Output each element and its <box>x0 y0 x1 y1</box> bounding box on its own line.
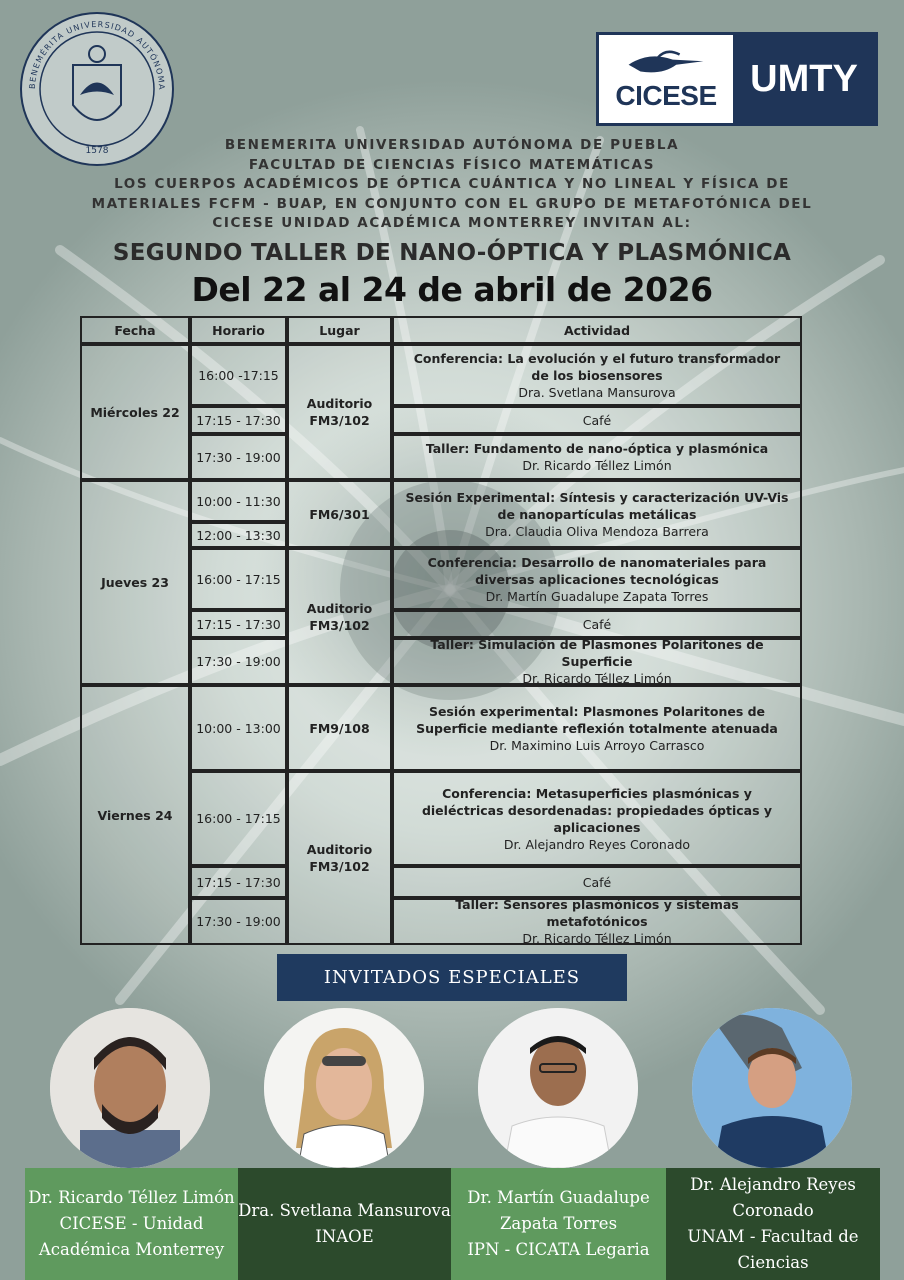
guest-photo <box>692 1008 852 1168</box>
place-cell: FM6/301 <box>287 480 392 548</box>
place-cell: Auditorio FM3/102 <box>287 771 392 945</box>
guest-affiliation: INAOE <box>315 1227 374 1246</box>
time-cell: 17:15 - 17:30 <box>190 866 287 898</box>
activity-cell <box>392 548 802 610</box>
guest-name: Dr. Ricardo Téllez Limón <box>28 1188 235 1207</box>
activity-cell <box>392 771 802 866</box>
activity-title: Sesión experimental: Plasmones Polaritones de Superficie mediante reflexión totalmente atenuada <box>416 703 778 736</box>
header-line: BENEMERITA UNIVERSIDAD AUTÓNOMA DE PUEBLA <box>224 137 680 153</box>
guest-nametag <box>666 1168 880 1280</box>
time-cell: 10:00 - 13:00 <box>190 685 287 771</box>
activity-cell <box>392 638 802 685</box>
place-cell: Auditorio FM3/102 <box>287 548 392 685</box>
header-text <box>40 136 864 234</box>
activity-title: Conferencia: Metasuperficies plasmónicas y dieléctricas desordenadas: propiedades ópticas y aplicaciones <box>421 785 773 835</box>
day-cell: Jueves 23 <box>80 480 190 685</box>
time-cell: 10:00 - 11:30 <box>190 480 287 522</box>
activity-title: Taller: Simulación de Plasmones Polaritones de Superficie <box>430 637 764 669</box>
activity-break: Café <box>582 874 612 890</box>
cicese-wordmark: CICESE <box>615 80 717 111</box>
time-cell: 17:15 - 17:30 <box>190 406 287 434</box>
time-cell: 16:00 -17:15 <box>190 344 287 406</box>
activity-cell <box>392 344 802 406</box>
activity-title: Taller: Sensores plasmónicos y sistemas metafotónicos <box>455 897 739 929</box>
guest-photo <box>478 1008 638 1168</box>
guest-nametag <box>238 1168 451 1280</box>
svg-text:BENEMÉRITA UNIVERSIDAD AUTÓNOM: BENEMÉRITA UNIVERSIDAD AUTÓNOMA <box>27 19 167 91</box>
day-cell: Viernes 24 <box>80 685 190 945</box>
header-fecha: Fecha <box>80 316 190 344</box>
activity-speaker: Dr. Martín Guadalupe Zapata Torres <box>485 588 709 604</box>
activity-speaker: Dr. Ricardo Téllez Limón <box>522 671 672 686</box>
activity-cell <box>392 685 802 771</box>
guest-photo <box>264 1008 424 1168</box>
activity-cell <box>392 866 802 898</box>
time-cell: 17:30 - 19:00 <box>190 638 287 685</box>
svg-text:1578: 1578 <box>85 146 109 156</box>
guest-name: Dr. Martín Guadalupe <box>467 1188 650 1207</box>
guest-affiliation: IPN - CICATA Legaria <box>467 1240 650 1259</box>
activity-title: Sesión Experimental: Síntesis y caracterización UV-Vis de nanopartículas metálicas <box>405 489 789 522</box>
header-line: CICESE UNIDAD ACADÉMICA MONTERREY INVITAN AL: <box>212 215 692 231</box>
time-cell: 17:30 - 19:00 <box>190 898 287 945</box>
header-line: FACULTAD DE CIENCIAS FÍSICO MATEMÁTICAS <box>248 156 656 173</box>
guest-name: Dr. Alejandro Reyes <box>690 1175 856 1194</box>
guest-affiliation: Académica Monterrey <box>38 1240 225 1259</box>
guest-affiliation: Ciencias <box>737 1253 809 1272</box>
event-date: Del 22 al 24 de abril de 2026 <box>191 270 713 309</box>
header-horario: Horario <box>190 316 287 344</box>
header-actividad: Actividad <box>392 316 802 344</box>
activity-cell <box>392 406 802 434</box>
time-cell: 16:00 - 17:15 <box>190 771 287 866</box>
guest-affiliation: UNAM - Facultad de <box>687 1227 859 1246</box>
activity-title: Taller: Fundamento de nano-óptica y plasmónica <box>425 441 769 456</box>
activity-cell <box>392 480 802 548</box>
activity-cell <box>392 898 802 945</box>
schedule-table <box>80 316 802 945</box>
time-cell: 17:30 - 19:00 <box>190 434 287 480</box>
header-line: MATERIALES FCFM - BUAP, EN CONJUNTO CON EL GRUPO DE METAFOTÓNICA DEL <box>91 195 813 212</box>
activity-break: Café <box>582 616 612 632</box>
guest-nametag <box>25 1168 238 1280</box>
guest-name: Zapata Torres <box>499 1214 618 1233</box>
invitados-banner <box>277 954 627 1001</box>
activity-speaker: Dr. Ricardo Téllez Limón <box>522 931 672 946</box>
pelican-icon <box>618 46 714 80</box>
cicese-umty-logo <box>596 32 878 126</box>
place-cell: Auditorio FM3/102 <box>287 344 392 480</box>
header-line: LOS CUERPOS ACADÉMICOS DE ÓPTICA CUÁNTICA Y NO LINEAL Y FÍSICA DE <box>114 176 790 192</box>
guest-photo <box>50 1008 210 1168</box>
activity-speaker: Dr. Maximino Luis Arroyo Carrasco <box>489 737 705 753</box>
header-lugar: Lugar <box>287 316 392 344</box>
activity-speaker: Dr. Ricardo Téllez Limón <box>522 458 672 473</box>
activity-cell <box>392 610 802 638</box>
activity-break: Café <box>582 412 612 428</box>
activity-speaker: Dra. Svetlana Mansurova <box>518 384 676 400</box>
day-cell: Miércoles 22 <box>80 344 190 480</box>
guest-nametag <box>451 1168 666 1280</box>
activity-title: Conferencia: La evolución y el futuro transformador de los biosensores <box>413 350 781 383</box>
umty-wordmark: UMTY <box>750 57 858 100</box>
place-cell: FM9/108 <box>287 685 392 771</box>
time-cell: 12:00 - 13:30 <box>190 522 287 548</box>
time-cell: 16:00 - 17:15 <box>190 548 287 610</box>
guest-name: Dra. Svetlana Mansurova <box>238 1201 451 1220</box>
time-cell: 17:15 - 17:30 <box>190 610 287 638</box>
event-title: SEGUNDO TALLER DE NANO-ÓPTICA Y PLASMÓNICA <box>112 240 792 266</box>
invitados-title: INVITADOS ESPECIALES <box>323 967 581 988</box>
activity-cell <box>392 434 802 480</box>
activity-speaker: Dr. Alejandro Reyes Coronado <box>503 836 691 852</box>
guest-affiliation: CICESE - Unidad <box>59 1214 204 1233</box>
guest-name: Coronado <box>732 1201 814 1220</box>
activity-speaker: Dra. Claudia Oliva Mendoza Barrera <box>485 523 709 539</box>
activity-title: Conferencia: Desarrollo de nanomateriales para diversas aplicaciones tecnológicas <box>427 554 767 587</box>
